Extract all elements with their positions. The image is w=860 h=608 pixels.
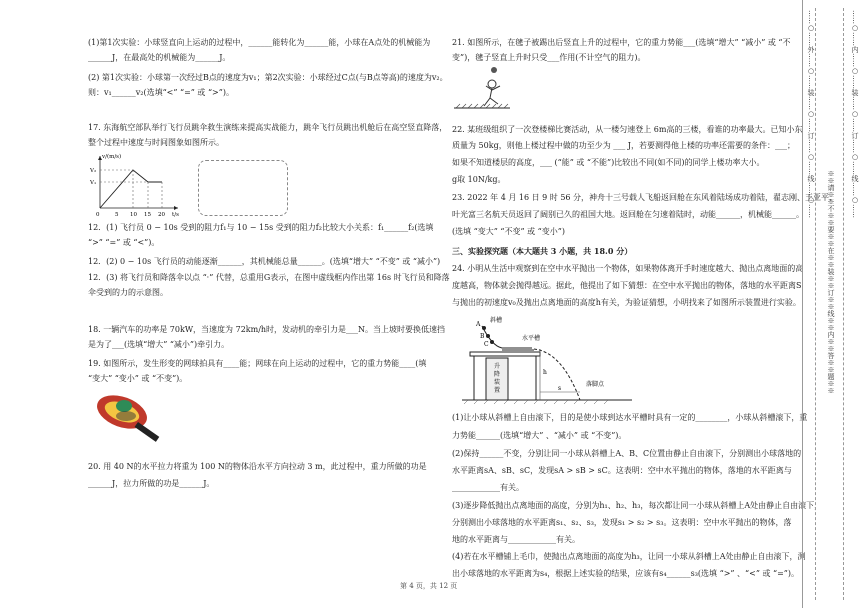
q20-line1: 20. 用 40 N的水平拉力将重为 100 N的物体沿水平方向拉动 3 m，此过程中，重力所做的功是 xyxy=(88,462,427,471)
q16-part1-line1: (1)第1次实验：小球竖直向上运动的过程中，______能转化为______能，小球在A点处的机械能为 xyxy=(88,38,431,47)
graph-tick-20: 20 xyxy=(158,212,165,218)
q22-line4: g取 10N/kg。 xyxy=(452,175,506,184)
binding-dashed-line-inner xyxy=(843,8,844,600)
graph-tick-0: 0 xyxy=(96,212,100,218)
fig-lift-char-1: 升 xyxy=(494,363,501,370)
q24-sub1-line1: (1)让小球从斜槽上自由滚下，目的是使小球到达水平槽时具有一定的________，小球从斜槽滚下，重 xyxy=(452,413,808,422)
q21-line1: 21. 如图所示，在毽子被踢出后竖直上升的过程中，它的重力势能___(选填“增大” “减小” 或 “不 xyxy=(452,38,791,47)
projectile-apparatus-figure xyxy=(462,312,632,407)
binding-warning-text: ※※请※※不※※要※※在※※装※※订※※线※※内※※答※※题※※ xyxy=(827,170,835,394)
graph-y-label: v/(m/s) xyxy=(102,154,122,160)
q24-sub2-line3: ____________有关。 xyxy=(452,483,524,492)
fig-track-label: 水平槽 xyxy=(522,335,541,342)
binding-margin xyxy=(802,0,860,608)
q24-sub2-line1: (2)保持______不变，分别让同一小球从斜槽上A、B、C位置由静止自由滚下，分别测出小球落地的 xyxy=(452,449,802,458)
q24-sub1-line2: 力势能______(选填“增大” 、“减小” 或 “不变”)。 xyxy=(452,431,627,440)
graph-tick-5: 5 xyxy=(115,212,119,218)
q24-sub3-line1: (3)逐步降低抛出点离地面的高度，分别为h₁、h₂、h₃，每次都让同一小球从斜槽上A处由静止自由滚下， xyxy=(452,501,823,510)
fig-lift-char-2: 降 xyxy=(494,371,501,378)
q17-line2: 整个过程中速度与时间图象如图所示。 xyxy=(88,138,224,147)
q19-line2: “变大” “变小” 或 “不变”)。 xyxy=(88,374,188,383)
q17-sub2: 12．(2) 0 − 10s 飞行员的动能逐渐______，其机械能总量______。(选填“增大” “不变” 或 “减小”) xyxy=(88,257,441,266)
graph-tick-10: 10 xyxy=(130,212,137,218)
q17-sub3-line2: 伞受到的力的示意图。 xyxy=(88,288,168,297)
graph-tick-15: 15 xyxy=(144,212,151,218)
q24-sub4-line1: (4)若在水平槽铺上毛巾，使抛出点离地面的高度为h₃，让同一小球从斜槽上A处由静止自由滚下，测 xyxy=(452,552,806,561)
velocity-time-graph xyxy=(88,150,183,218)
q22-line2: 质量为 50kg，则他上楼过程中做的功至少为 ___ J，若要测得他上楼的功率还需要的条件：___； xyxy=(452,141,795,150)
page-number-footer: 第 4 页，共 12 页 xyxy=(400,582,458,590)
q24-sub2-line2: 水平距离sA、sB、sC，发现sA > sB > sC。这表明：空中水平抛出的物体，落地的水平距离与 xyxy=(452,466,792,475)
tennis-racket-illustration xyxy=(90,390,170,448)
fig-lift-char-4: 置 xyxy=(494,387,501,394)
q17-sub1-line1: 12．(1) 飞行员 0 − 10s 受到的阻力f₁与 10 − 15s 受到的阻力f₂比较大小关系：f₁______f₂(选填 xyxy=(88,223,434,232)
q24-line3: 与抛出的初速度v₀及抛出点离地面的高度h有关，为验证猜想，小明找来了如图所示装置进行实验。 xyxy=(452,298,801,307)
q24-line2: 度越高，物体就会抛得越远。据此，他提出了如下猜想：在空中水平抛出的物体，落地的水平距离S xyxy=(452,281,802,290)
q22-line3: 如果不知道楼层的高度，___ (“能” 或 “不能”)比较出不同(如不同)的同学上楼功率大小。 xyxy=(452,158,765,167)
q21-line2: 变”)，毽子竖直上升时只受___作用(不计空气的阻力)。 xyxy=(452,53,646,62)
graph-v2-label: V₂ xyxy=(90,168,97,174)
section-3-heading: 三、实验探究题（本大题共 3 小题，共 18.0 分） xyxy=(452,246,633,256)
binding-text-outer: ……○……外……○……装……○……订……○……线……○…… xyxy=(807,10,815,218)
q18-line1: 18. 一辆汽车的功率是 70kW，当速度为 72km/h时，发动机的牵引力是___N。当上坡时要换低速挡 xyxy=(88,325,446,334)
q23-line2: 叶光富三名航天员返回了阔别已久的祖国大地。返回舱在匀速着陆时，动能______，机械能______。 xyxy=(452,210,804,219)
q17-line1: 17. 东海航空部队举行飞行员跳伞救生演练来提高实战能力，跳伞飞行员跳出机舱后在高空竖直降落， xyxy=(88,123,448,132)
q17-sub1-line2: “>” “=” 或 “<”)。 xyxy=(88,238,160,247)
q24-line1: 24. 小明从生活中观察到在空中水平抛出一个物体，如果物体离开手时速度越大、抛出点离地面的高 xyxy=(452,264,804,273)
q16-part1-line2: ______J，在最高处的机械能为______J。 xyxy=(88,53,231,62)
fig-s-label: s xyxy=(558,385,562,392)
force-diagram-answer-box xyxy=(198,160,288,216)
q23-line3: (选填 “变大” “不变” 或 “变小”) xyxy=(452,227,565,236)
q18-line2: 是为了___(选填“增大” “减小”)牵引力。 xyxy=(88,340,230,349)
q17-sub3-line1: 12．(3) 将飞行员和降落伞以点 “·” 代替，总重用G表示，在图中虚线框内作出第 16s 时飞行员和降落 xyxy=(88,273,450,282)
shuttlecock-kick-illustration xyxy=(452,64,512,114)
fig-c-label: C xyxy=(484,341,489,348)
q16-part2-line2: 则：v₁______v₂(选填“<” “=” 或 “>”)。 xyxy=(88,88,234,97)
q19-line1: 19. 如图所示，发生形变的网球拍具有____能；网球在向上运动的过程中，它的重力势能____(填 xyxy=(88,359,427,368)
binding-text-inner: ……○……内……○……装……○……订……○……线……○…… xyxy=(851,10,859,218)
fig-h-label: h xyxy=(543,369,547,376)
fig-slope-label: 斜槽 xyxy=(490,317,503,324)
graph-v1-label: V₁ xyxy=(90,180,97,186)
q20-line2: ______J，拉力所做的功是______J。 xyxy=(88,479,215,488)
q22-line1: 22. 某班级组织了一次登楼梯比赛活动，从一楼匀速登上 6m高的三楼，看谁的功率最大。已知小东 xyxy=(452,125,803,134)
q24-sub3-line3: 地的水平距离与____________有关。 xyxy=(452,535,580,544)
q24-sub3-line2: 分别测出小球落地的水平距离s₁、s₂、s₃，发现s₁ > s₂ > s₃。这表明：空中水平抛出的物体，落 xyxy=(452,518,792,527)
fig-a-label: A xyxy=(476,321,481,328)
q24-sub4-line2: 出小球落地的水平距离为s₄，根据上述实验的结果，应该有s₄______s₃(选填 “>” 、“<” 或 “=”)。 xyxy=(452,569,799,578)
graph-x-label: t/s xyxy=(172,212,179,218)
q16-part2-line1: (2) 第1次实验：小球第一次经过B点的速度为v₁；第2次实验：小球经过C点(与B点等高)的速度为v₂。 xyxy=(88,73,448,82)
fig-lift-char-3: 装 xyxy=(494,379,501,386)
fig-b-label: B xyxy=(480,333,485,340)
q23-line1: 23. 2022 年 4 月 16 日 9 时 56 分，神舟十三号载人飞船返回舱在东风着陆场成功着陆，翟志刚、王亚平、 xyxy=(452,193,838,202)
fig-landing-label: 落脚点 xyxy=(586,381,605,388)
